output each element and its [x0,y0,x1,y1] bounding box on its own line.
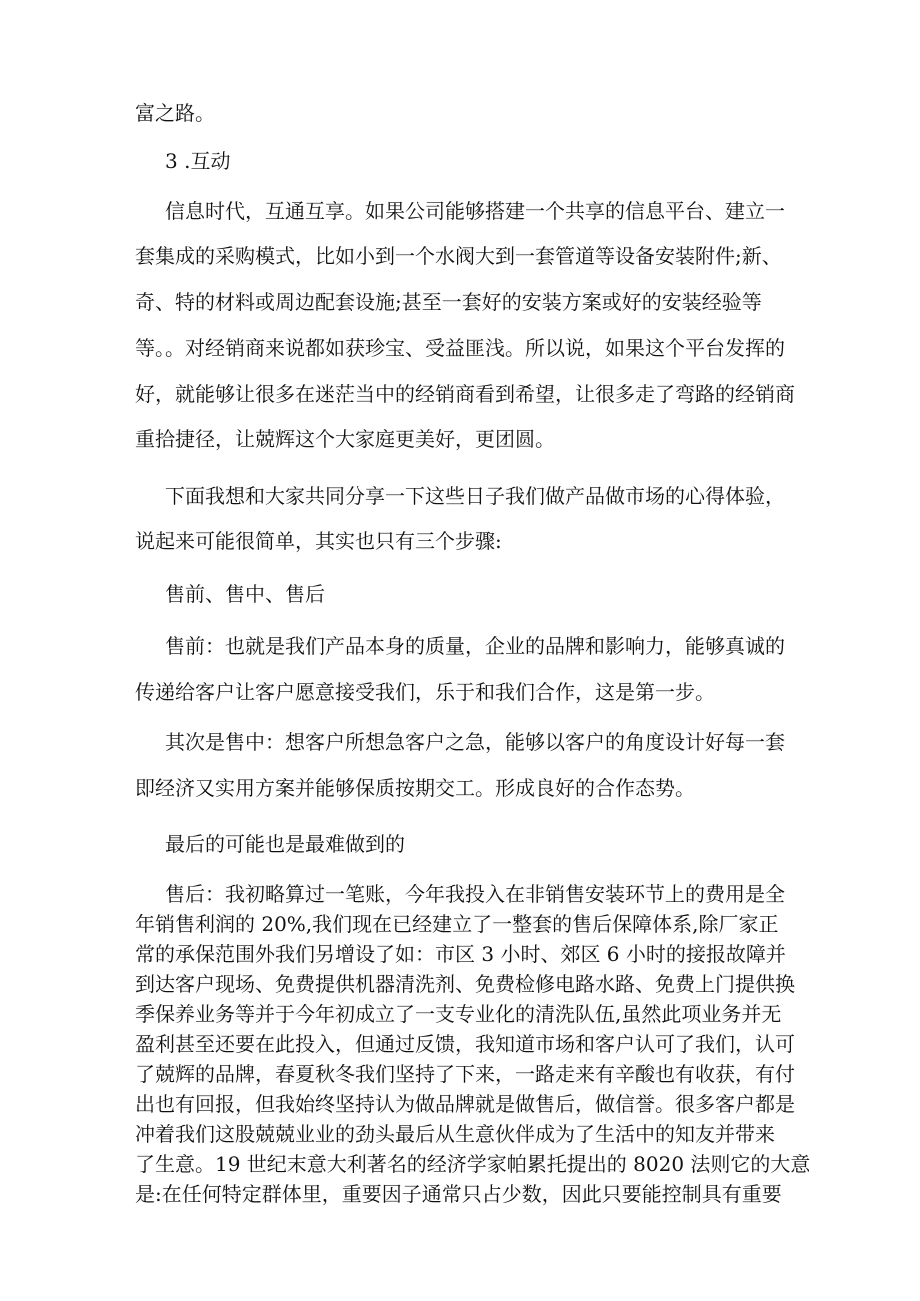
text-line: 传递给客户让客户愿意接受我们，乐于和我们合作，这是第一步。 [135,680,715,704]
text-line: 富之路。 [135,101,215,125]
text-line: 售前：也就是我们产品本身的质量，企业的品牌和影响力，能够真诚的 [165,634,785,658]
text-line: 了生意。19 世纪末意大利著名的经济学家帕累托提出的 8020 法则它的大意 [135,1152,811,1176]
text-line: 年销售利润的 20%,我们现在已经建立了一整套的售后保障体系,除厂家正 [135,912,779,936]
text-line: 冲着我们这股兢兢业业的劲头最后从生意伙伴成为了生活中的知友并带来 [135,1122,775,1146]
text-line: 盈利甚至还要在此投入，但通过反馈，我知道市场和客户认可了我们，认可 [135,1032,795,1056]
text-line: 说起来可能很简单，其实也只有三个步骤: [135,529,502,553]
text-line: 奇、特的材料或周边配套设施;甚至一套好的安装方案或好的安装经验等 [135,290,762,314]
text-line: 到达客户现场、免费提供机器清洗剂、免费检修电路水路、免费上门提供换 [135,972,795,996]
text-line: 好，就能够让很多在迷茫当中的经销商看到希望，让很多走了弯路的经销商 [135,382,795,406]
text-line: 是:在任何特定群体里，重要因子通常只占少数，因此只要能控制具有重要 [135,1182,782,1206]
text-line: 重拾捷径，让兢辉这个大家庭更美好，更团圆。 [135,427,555,451]
text-line: 售后：我初略算过一笔账，今年我投入在非销售安装环节上的费用是全 [165,882,785,906]
section-heading: 3 .互动 [165,149,231,173]
text-line: 下面我想和大家共同分享一下这些日子我们做产品做市场的心得体验， [165,484,785,508]
text-line: 等。。对经销商来说都如获珍宝、受益匪浅。所以说，如果这个平台发挥的 [135,336,785,360]
text-line: 最后的可能也是最难做到的 [165,832,405,856]
text-line: 了兢辉的品牌，春夏秋冬我们坚持了下来，一路走来有辛酸也有收获，有付 [135,1062,795,1086]
text-line: 常的承保范围外我们另增设了如：市区 3 小时、郊区 6 小时的接报故障并 [135,942,786,966]
text-line: 售前、售中、售后 [165,582,325,606]
text-line: 其次是售中：想客户所想急客户之急，能够以客户的角度设计好每一套 [165,730,785,754]
text-line: 季保养业务等并于今年初成立了一支专业化的清洗队伍,虽然此项业务并无 [135,1002,782,1026]
text-line: 套集成的采购模式，比如小到一个水阀大到一套管道等设备安装附件;新、 [135,244,782,268]
text-line: 信息时代，互通互享。如果公司能够搭建一个共享的信息平台、建立一 [165,199,785,223]
text-line: 即经济又实用方案并能够保质按期交工。形成良好的合作态势。 [135,776,695,800]
text-line: 出也有回报，但我始终坚持认为做品牌就是做售后，做信誉。很多客户都是 [135,1092,795,1116]
